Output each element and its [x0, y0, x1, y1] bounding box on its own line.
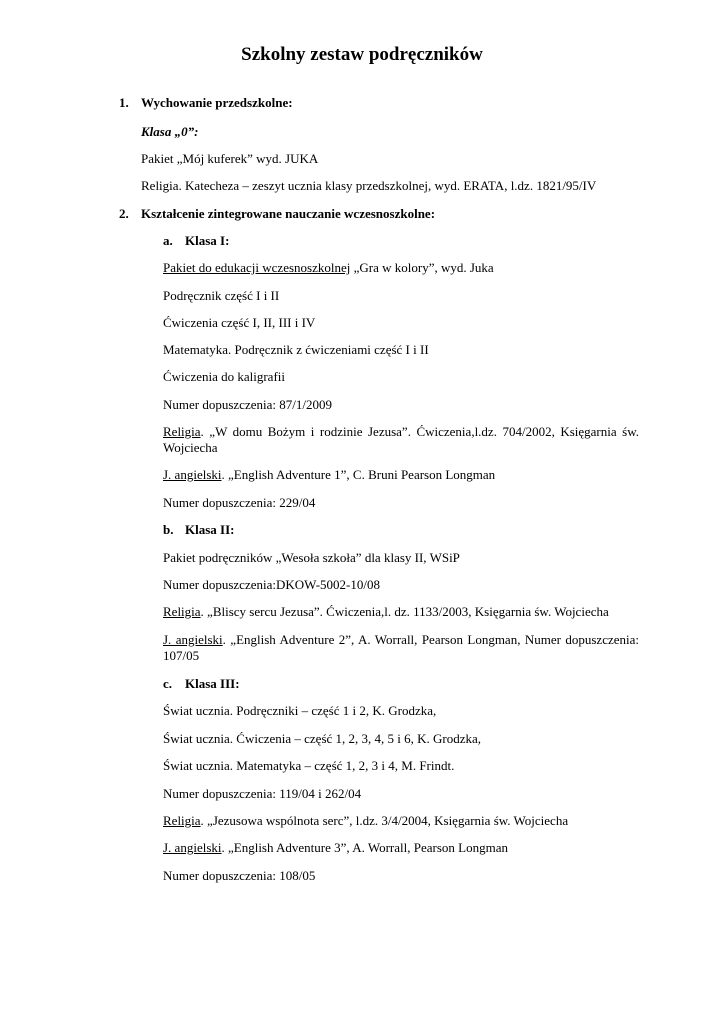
- list-item: J. angielski. „English Adventure 2”, A. Worrall, Pearson Longman, Numer dopuszczenia: 107/05: [163, 632, 639, 663]
- list-item: J. angielski. „English Adventure 3”, A. Worrall, Pearson Longman: [163, 840, 508, 855]
- list-item: Ćwiczenia do kaligrafii: [163, 369, 286, 384]
- list-item: Numer dopuszczenia: 87/1/2009: [163, 397, 332, 412]
- section-1-heading: 1. Wychowanie przedszkolne:: [119, 95, 293, 110]
- list-item: Matematyka. Podręcznik z ćwiczeniami część I i II: [163, 342, 429, 357]
- class-1-heading: a. Klasa I:: [163, 233, 230, 248]
- list-item: J. angielski. „English Adventure 1”, C. Bruni Pearson Longman: [163, 467, 496, 482]
- list-item: Numer dopuszczenia: 229/04: [163, 495, 316, 510]
- list-item: Religia. „Bliscy sercu Jezusa”. Ćwiczenia,l. dz. 1133/2003, Księgarnia św. Wojciecha: [163, 604, 609, 619]
- list-item: Numer dopuszczenia:DKOW-5002-10/08: [163, 577, 380, 592]
- list-item: Pakiet podręczników „Wesoła szkoła” dla klasy II, WSiP: [163, 550, 460, 565]
- list-item: Podręcznik część I i II: [163, 288, 280, 303]
- list-item: Świat ucznia. Podręczniki – część 1 i 2, K. Grodzka,: [163, 703, 437, 718]
- section-2-heading: 2. Kształcenie zintegrowane nauczanie wczesnoszkolne:: [119, 206, 436, 221]
- list-item: Numer dopuszczenia: 108/05: [163, 868, 316, 883]
- list-item: Religia. „W domu Bożym i rodzinie Jezusa”. Ćwiczenia,l.dz. 704/2002, Księgarnia św. Wojciecha: [163, 424, 639, 455]
- class-2-heading: b. Klasa II:: [163, 522, 235, 537]
- list-item: Religia. Katecheza – zeszyt ucznia klasy przedszkolnej, wyd. ERATA, l.dz. 1821/95/IV: [141, 178, 597, 193]
- list-item: Ćwiczenia część I, II, III i IV: [163, 315, 316, 330]
- class-3-heading: c. Klasa III:: [163, 676, 240, 691]
- list-item: Religia. „Jezusowa wspólnota serc”, l.dz. 3/4/2004, Księgarnia św. Wojciecha: [163, 813, 569, 828]
- list-item: Świat ucznia. Matematyka – część 1, 2, 3 i 4, M. Frindt.: [163, 758, 455, 773]
- class-0-label: Klasa „0”:: [141, 124, 199, 139]
- list-item: Pakiet do edukacji wczesnoszkolnej „Gra w kolory”, wyd. Juka: [163, 260, 494, 275]
- list-item: Numer dopuszczenia: 119/04 i 262/04: [163, 786, 362, 801]
- list-item: Świat ucznia. Ćwiczenia – część 1, 2, 3, 4, 5 i 6, K. Grodzka,: [163, 731, 482, 746]
- list-item: Pakiet „Mój kuferek” wyd. JUKA: [141, 151, 319, 166]
- document-title: Szkolny zestaw podręczników: [241, 44, 483, 65]
